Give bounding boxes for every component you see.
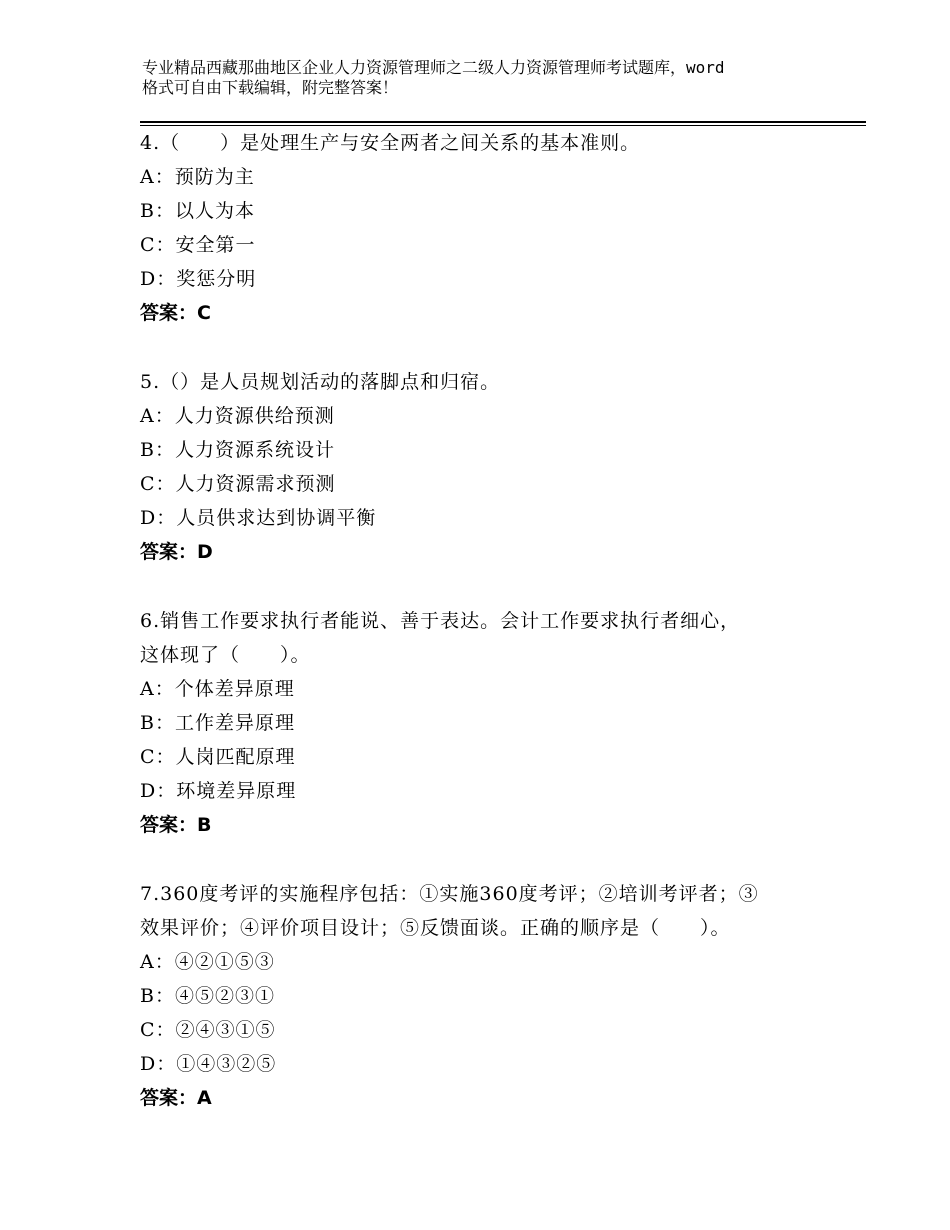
question-stem: 4.（ ）是处理生产与安全两者之间关系的基本准则。 xyxy=(140,132,641,154)
option-c: C：人岗匹配原理 xyxy=(140,746,296,768)
question-stem-line-1: 7.360度考评的实施程序包括：①实施360度考评；②培训考评者；③ xyxy=(140,883,759,905)
question-7 xyxy=(140,877,820,1115)
question-stem: 5.（）是人员规划活动的落脚点和归宿。 xyxy=(140,371,501,393)
option-a: A：预防为主 xyxy=(140,166,255,188)
question-6 xyxy=(140,604,820,842)
document-header xyxy=(142,58,822,98)
question-4 xyxy=(140,126,820,330)
option-b: B：人力资源系统设计 xyxy=(140,439,335,461)
header-line-1: 专业精品西藏那曲地区企业人力资源管理师之二级人力资源管理师考试题库，word xyxy=(142,58,725,77)
option-c: C：人力资源需求预测 xyxy=(140,473,336,495)
header-line-2: 格式可自由下载编辑，附完整答案！ xyxy=(142,78,399,97)
option-b: B：④⑤②③① xyxy=(140,985,275,1007)
option-a: A：个体差异原理 xyxy=(140,678,295,700)
answer-label: 答案：D xyxy=(140,541,213,563)
option-b: B：工作差异原理 xyxy=(140,712,295,734)
option-b: B：以人为本 xyxy=(140,200,255,222)
option-c: C：②④③①⑤ xyxy=(140,1019,276,1041)
question-stem-line-2: 效果评价；④评价项目设计；⑤反馈面谈。正确的顺序是（ ）。 xyxy=(140,917,731,939)
option-d: D：人员供求达到协调平衡 xyxy=(140,507,377,529)
option-d: D：奖惩分明 xyxy=(140,268,257,290)
question-5 xyxy=(140,365,820,569)
option-a: A：人力资源供给预测 xyxy=(140,405,335,427)
option-d: D：①④③②⑤ xyxy=(140,1053,277,1075)
answer-label: 答案：A xyxy=(140,1087,212,1109)
option-c: C：安全第一 xyxy=(140,234,256,256)
question-stem-line-1: 6.销售工作要求执行者能说、善于表达。会计工作要求执行者细心， xyxy=(140,610,741,632)
answer-label: 答案：C xyxy=(140,302,211,324)
option-a: A：④②①⑤③ xyxy=(140,951,275,973)
answer-label: 答案：B xyxy=(140,814,212,836)
question-stem-line-2: 这体现了（ ）。 xyxy=(140,644,311,666)
header-divider-thick xyxy=(140,121,866,123)
option-d: D：环境差异原理 xyxy=(140,780,297,802)
